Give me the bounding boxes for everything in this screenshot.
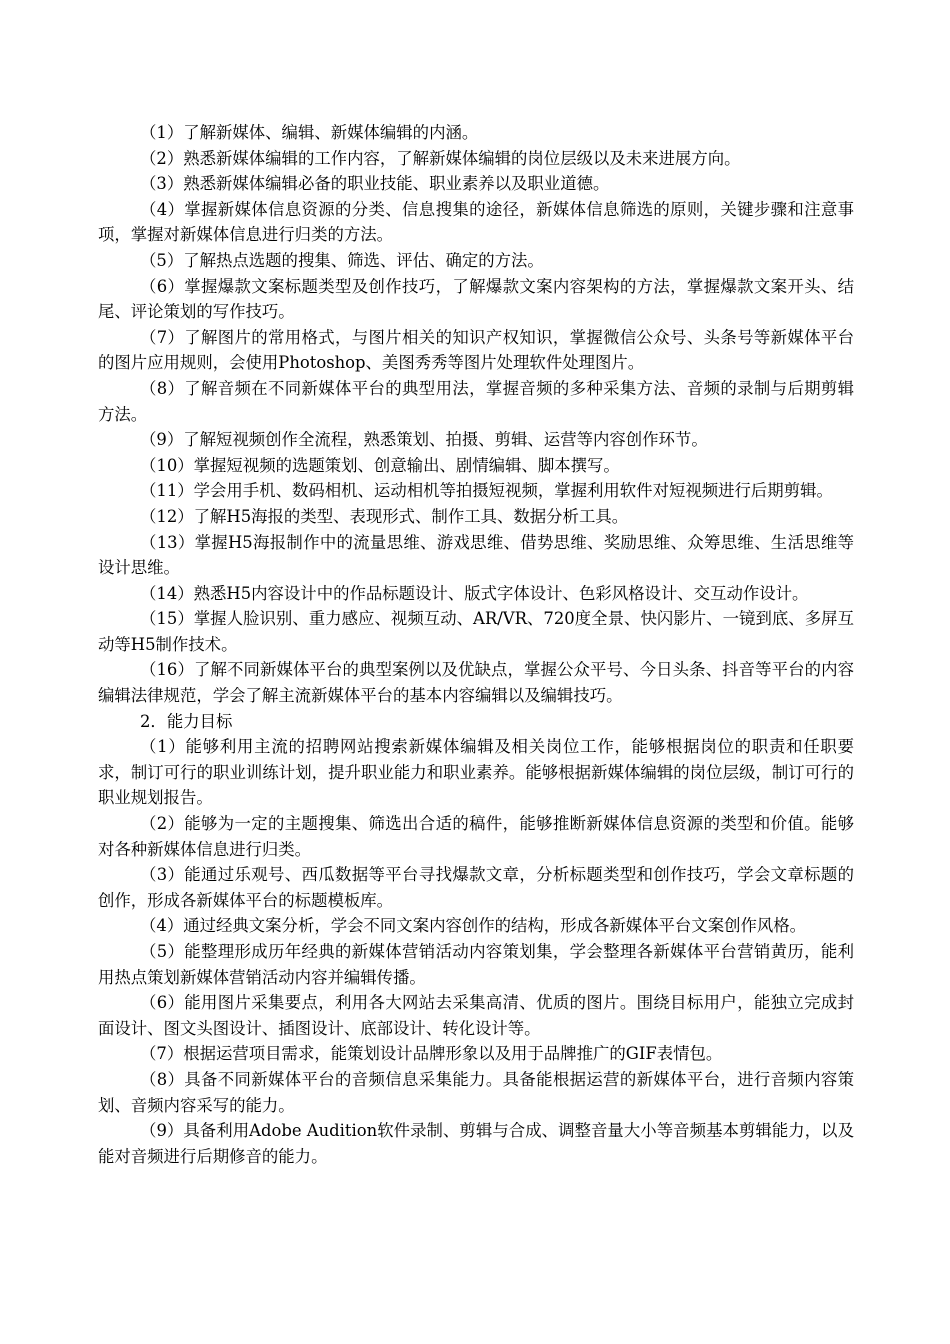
list-item: （6）能用图片采集要点，利用各大网站去采集高清、优质的图片。围绕目标用户，能独立完成封面设计、图文头图设计、插图设计、底部设计、转化设计等。 [98,993,854,1038]
ability-objectives-list [98,734,854,1169]
list-item: （8）具备不同新媒体平台的音频信息采集能力。具备能根据运营的新媒体平台，进行音频内容策划、音频内容采写的能力。 [98,1069,854,1115]
section-heading-ability-objectives: 2．能力目标 [140,711,233,731]
list-item: （13）掌握H5海报制作中的流量思维、游戏思维、借势思维、奖励思维、众筹思维、生活思维等设计思维。 [98,532,854,578]
list-item: （8）了解音频在不同新媒体平台的典型用法，掌握音频的多种采集方法、音频的录制与后期剪辑方法。 [98,378,854,424]
document-body [98,120,854,1169]
list-item: （9）了解短视频创作全流程，熟悉策划、拍摄、剪辑、运营等内容创作环节。 [140,430,708,450]
list-item: （1）了解新媒体、编辑、新媒体编辑的内涵。 [140,123,479,142]
list-item: （2）能够为一定的主题搜集、筛选出合适的稿件，能够推断新媒体信息资源的类型和价值。能够对各种新媒体信息进行归类。 [98,814,854,859]
list-item: （15）掌握人脸识别、重力感应、视频互动、AR/VR、720度全景、快闪影片、一镜到底、多屏互动等H5制作技术。 [98,609,854,654]
knowledge-objectives-list [98,120,854,709]
list-item: （7）根据运营项目需求，能策划设计品牌形象以及用于品牌推广的GIF表情包。 [140,1044,723,1064]
list-item: （6）掌握爆款文案标题类型及创作技巧，了解爆款文案内容架构的方法，掌握爆款文案开头、结尾、评论策划的写作技巧。 [98,276,854,322]
list-item: （14）熟悉H5内容设计中的作品标题设计、版式字体设计、色彩风格设计、交互动作设计。 [140,583,809,603]
list-item: （1）能够利用主流的招聘网站搜索新媒体编辑及相关岗位工作，能够根据岗位的职责和任职要求，制订可行的职业训练计划，提升职业能力和职业素养。能够根据新媒体编辑的岗位层级，制订可行的职业规划报告。 [98,737,854,808]
list-item: （3）能通过乐观号、西瓜数据等平台寻找爆款文章，分析标题类型和创作技巧，学会文章标题的创作，形成各新媒体平台的标题模板库。 [98,865,854,910]
list-item: （5）了解热点选题的搜集、筛选、评估、确定的方法。 [140,250,544,270]
list-item: （12）了解H5海报的类型、表现形式、制作工具、数据分析工具。 [140,506,629,526]
list-item: （7）了解图片的常用格式，与图片相关的知识产权知识，掌握微信公众号、头条号等新媒体平台的图片应用规则，会使用Photoshop、美图秀秀等图片处理软件处理图片。 [98,327,854,373]
list-item: （11）学会用手机、数码相机、运动相机等拍摄短视频，掌握利用软件对短视频进行后期剪辑。 [140,481,833,501]
list-item: （2）熟悉新媒体编辑的工作内容，了解新媒体编辑的岗位层级以及未来进展方向。 [140,148,741,168]
list-item: （10）掌握短视频的选题策划、创意输出、剧情编辑、脚本撰写。 [140,455,620,475]
list-item: （4）掌握新媒体信息资源的分类、信息搜集的途径，新媒体信息筛选的原则，关键步骤和注意事项，掌握对新媒体信息进行归类的方法。 [98,199,854,245]
list-item: （16）了解不同新媒体平台的典型案例以及优缺点，掌握公众平号、今日头条、抖音等平台的内容编辑法律规范，学会了解主流新媒体平台的基本内容编辑以及编辑技巧。 [98,660,854,706]
list-item: （4）通过经典文案分析，学会不同文案内容创作的结构，形成各新媒体平台文案创作风格。 [140,916,807,936]
list-item: （3）熟悉新媒体编辑必备的职业技能、职业素养以及职业道德。 [140,174,610,194]
list-item: （5）能整理形成历年经典的新媒体营销活动内容策划集，学会整理各新媒体平台营销黄历，能利用热点策划新媒体营销活动内容并编辑传播。 [98,942,854,987]
list-item: （9）具备利用Adobe Audition软件录制、剪辑与合成、调整音量大小等音频基本剪辑能力，以及能对音频进行后期修音的能力。 [98,1121,854,1166]
